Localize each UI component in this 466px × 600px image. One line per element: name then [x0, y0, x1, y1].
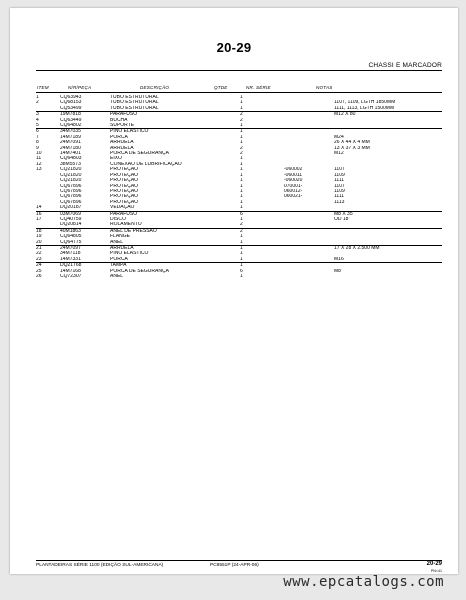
row-description: PORCA DE SEGURANÇA [110, 151, 169, 157]
row-notes: 1109 [334, 172, 345, 178]
row-item-number: 13 [36, 167, 42, 173]
row-item-number: 10 [36, 151, 42, 157]
row-notes: 1107 [334, 183, 345, 189]
row-description: PROTEÇÃO [110, 199, 139, 205]
row-item-number: 4 [36, 117, 39, 123]
row-notes: M8 [334, 268, 341, 274]
row-description: TUBO ESTRUTURAL [110, 100, 159, 106]
row-item-number: 23 [36, 257, 60, 263]
row-serial-number: 060012- [284, 188, 303, 194]
section-title: CHASSI E MARCADOR [368, 62, 442, 69]
row-quantity: 1 [240, 274, 243, 279]
row-part-number: CQ40759 [60, 216, 82, 222]
row-description: TUBO ESTRUTURAL [110, 106, 240, 112]
row-part-number: CQ63449 [60, 117, 82, 123]
row-quantity: 1 [240, 161, 243, 167]
row-description: ANEL [110, 274, 124, 279]
row-quantity: 1 [240, 245, 243, 251]
col-header-part-no: N/R/PEÇA [68, 85, 92, 90]
row-part-number: CQ63943 [60, 95, 82, 100]
row-quantity: 2 [240, 145, 243, 151]
row-quantity: 1 [240, 167, 243, 173]
row-quantity: 1 [240, 240, 284, 246]
row-quantity: 1 [240, 257, 284, 263]
row-quantity: 2 [240, 222, 284, 228]
row-notes: 1113 [334, 199, 345, 205]
row-quantity: 2 [240, 111, 243, 118]
row-item-number: 22 [36, 251, 42, 257]
row-description: ANEL DE PRESSÃO [110, 228, 157, 234]
row-notes: 13 X 37 X 3 MM [334, 145, 370, 151]
row-part-number: CQ53499 [60, 106, 110, 112]
row-part-number: DQ20814 [60, 222, 110, 228]
col-header-item: ITEM [37, 85, 49, 90]
watermark: www.epcatalogs.com [283, 574, 444, 590]
row-part-number: CQ21820 [60, 172, 82, 178]
row-part-number: CQ21820 [60, 178, 82, 184]
row-notes: M24 [334, 134, 344, 140]
row-notes: M16 [334, 257, 442, 263]
row-item-number: 26 [36, 274, 42, 279]
row-description: ANEL [110, 240, 240, 246]
row-part-number: CQ67896 [60, 188, 82, 194]
row-notes: 1109 [334, 188, 345, 194]
row-part-number: CQ21820 [60, 167, 82, 173]
row-quantity: 6 [240, 268, 243, 274]
row-part-number: CQ64802 [60, 123, 110, 129]
row-notes: M12 X 80 [334, 111, 356, 118]
row-description: VEDAÇÃO [110, 205, 240, 211]
row-description: EIXO [110, 156, 122, 162]
row-description: PROTEÇÃO [110, 178, 139, 184]
row-description: PROTEÇÃO [110, 167, 139, 173]
row-notes: OD 18" [334, 216, 351, 222]
row-quantity: 1 [240, 178, 243, 184]
row-description: DISCO [110, 216, 126, 222]
row-description: CONEXÃO DE LUBRIFICAÇÃO [110, 161, 182, 167]
row-serial-number [284, 274, 334, 279]
col-header-description: DESCRIÇÃO [140, 85, 170, 90]
row-item-number: 3 [36, 111, 39, 118]
row-quantity: 1 [240, 172, 243, 178]
row-part-number: CQ67896 [60, 199, 82, 205]
row-notes: 1111 [334, 178, 345, 184]
parts-table-body [36, 95, 442, 279]
row-description: PINO ELÁSTICO [110, 251, 149, 257]
row-description: TUBO ESTRUTURAL [110, 95, 159, 100]
row-part-number: 34M7118 [60, 251, 81, 257]
row-quantity: 1 [240, 199, 243, 205]
row-serial-number: 070001- [284, 183, 303, 189]
row-notes: 1111 [334, 194, 345, 200]
row-part-number: 14M7331 [60, 257, 110, 263]
row-serial-number: -060011 [284, 172, 302, 178]
row-description: PROTEÇÃO [110, 183, 139, 189]
col-header-qty: QTDE [214, 85, 228, 90]
row-quantity: 1 [240, 156, 243, 162]
row-part-number: 24M7097 [60, 245, 81, 251]
row-item-number: 21 [36, 245, 42, 251]
header-rule [36, 92, 442, 93]
row-item-number: 12 [36, 161, 42, 167]
row-quantity: 1 [240, 106, 284, 112]
row-serial-number: -060002 [284, 167, 303, 173]
row-item-number: 8 [36, 140, 39, 146]
row-part-number: CQ67896 [60, 183, 82, 189]
row-description: PINO ELÁSTICO [110, 128, 149, 135]
row-part-number: 19M7818 [60, 111, 81, 118]
parts-table [36, 95, 442, 279]
row-quantity: 1 [240, 262, 243, 269]
row-quantity: 2 [240, 228, 243, 234]
row-part-number: CQ68153 [60, 100, 82, 106]
row-description: PARAFUSO [110, 211, 138, 217]
row-item-number: 24 [36, 262, 42, 269]
row-notes: 1107, 1109, LGTH 1850MM [334, 100, 396, 106]
footer-publication-code: PC9551P (24-APR-06) [210, 563, 259, 568]
row-part-number: DQ20187 [60, 205, 110, 211]
row-item-number: 7 [36, 134, 39, 140]
row-quantity: 1 [240, 95, 243, 100]
top-rule [36, 70, 442, 71]
row-quantity: 1 [240, 216, 243, 222]
row-serial-number: -060020 [284, 178, 303, 184]
footer-page-number: 20-29 [426, 561, 442, 567]
row-quantity: 1 [240, 100, 243, 106]
row-notes: 1111, 1113, LGTH 1500MM [334, 106, 442, 112]
row-item-number: 6 [36, 128, 39, 135]
row-notes: 17 X 28 X 2.500 MM [334, 245, 380, 251]
row-notes: M12 [334, 151, 344, 157]
row-item-number: 25 [36, 268, 42, 274]
row-quantity: 2 [240, 117, 243, 123]
row-part-number: CQ72307 [60, 274, 82, 279]
row-item-number: 9 [36, 145, 39, 151]
row-part-number: 14M7401 [60, 151, 81, 157]
row-quantity: 1 [240, 123, 284, 129]
row-item-number: 16 [36, 211, 42, 217]
col-header-notes: NOTAS [316, 85, 333, 90]
row-quantity: 1 [240, 140, 243, 146]
row-description: BUCHA [110, 117, 128, 123]
table-row [36, 274, 442, 279]
footer-rule [36, 560, 442, 561]
row-quantity: 1 [240, 188, 243, 194]
row-part-number: 38M5573 [60, 161, 81, 167]
row-item-number: 2 [36, 100, 39, 106]
footer-publication-title: PLANTADEIRAS SÉRIE 1100 (EDIÇÃO SUL-AMERICANA) [36, 563, 164, 568]
row-description: TAMPA [110, 262, 127, 269]
row-part-number: CQ67896 [60, 194, 82, 200]
row-description: PROTEÇÃO [110, 194, 139, 200]
row-description: PROTEÇÃO [110, 188, 139, 194]
row-item-number: 19 [36, 234, 42, 240]
row-description: SUPORTE [110, 123, 240, 129]
row-quantity: 1 [240, 134, 243, 140]
row-quantity: 1 [240, 194, 243, 200]
row-part-number: 34M7035 [60, 128, 81, 135]
row-description: FLANGE [110, 234, 131, 240]
row-item-number: 11 [36, 156, 42, 162]
row-description: PARAFUSO [110, 111, 138, 118]
row-quantity: 6 [240, 211, 243, 217]
row-part-number: CQ64803 [60, 156, 82, 162]
row-part-number: 03M7069 [60, 211, 81, 217]
row-notes [334, 274, 442, 279]
row-part-number: 14M7189 [60, 134, 81, 140]
row-part-number: 24M7180 [60, 145, 81, 151]
row-description: ARRUELA [110, 140, 134, 146]
row-item-number: 18 [36, 228, 42, 234]
row-quantity: 2 [240, 151, 243, 157]
row-part-number: DQ21768 [60, 262, 82, 269]
row-quantity: 1 [240, 128, 243, 135]
row-item-number: 14 [36, 205, 60, 211]
row-item-number: 1 [36, 95, 39, 100]
row-item-number: 17 [36, 216, 42, 222]
row-description: ARRUELA [110, 145, 134, 151]
row-part-number: CQ64805 [60, 234, 82, 240]
row-part-number: 40M1863 [60, 228, 81, 234]
row-item-number: 5 [36, 123, 60, 129]
col-header-serial: NR. SÉRIE [246, 85, 271, 90]
row-part-number: 14M7168 [60, 268, 81, 274]
row-description: ARRUELA [110, 245, 134, 251]
row-description: ROLAMENTO [110, 222, 240, 228]
row-notes: 26 X 44 X 4 MM [334, 140, 370, 146]
row-quantity: 1 [240, 251, 243, 257]
row-serial-number: 060021- [284, 194, 303, 200]
row-description: PROTEÇÃO [110, 172, 139, 178]
row-quantity: 1 [240, 234, 243, 240]
row-item-number: 20 [36, 240, 60, 246]
catalog-page [10, 8, 458, 574]
page-number: 20-29 [216, 40, 252, 55]
row-quantity: 1 [240, 205, 284, 211]
row-part-number: CQ64775 [60, 240, 110, 246]
row-description: PORCA DE SEGURANÇA [110, 268, 169, 274]
row-description: PORCA [110, 257, 240, 263]
footer-revision: PN=41 [430, 569, 442, 573]
row-description: PORCA [110, 134, 128, 140]
row-part-number: 24M7091 [60, 140, 81, 146]
row-notes: M8 X 35 [334, 211, 353, 217]
row-notes: 1107 [334, 167, 345, 173]
row-quantity: 1 [240, 183, 243, 189]
